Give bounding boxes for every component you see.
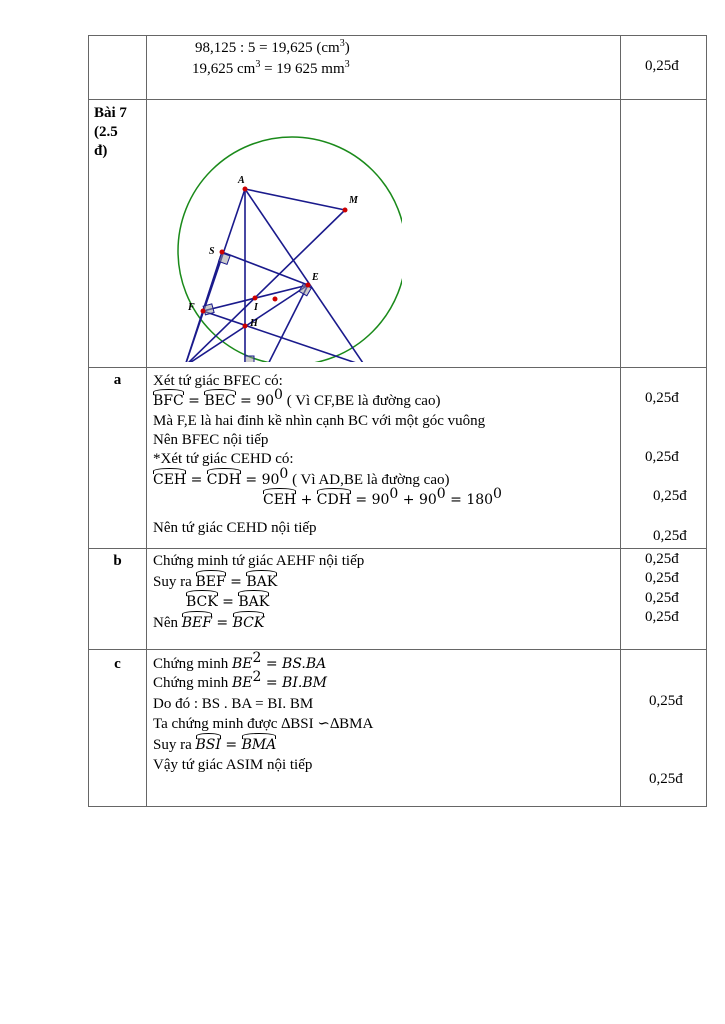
point-label-M: M [349, 195, 358, 206]
a-line-7: CEH + CDH = $90^0 + 90^0 = 180^0$ [263, 486, 502, 508]
point-label-E: E [312, 272, 319, 283]
row-part-a [88, 368, 707, 549]
score: 0,25đ [645, 609, 679, 625]
score: 0,25đ [649, 771, 683, 787]
b-line-1: Chứng minh tứ giác AEHF nội tiếp [153, 553, 365, 569]
part-label-c: c [114, 656, 121, 672]
c-line-6: Vậy tứ giác ASIM nội tiếp [153, 757, 313, 773]
row-part-b [88, 549, 707, 650]
a-line-1: Xét tứ giác BFEC có: [153, 373, 283, 389]
problem-label: Bài 7 [94, 105, 127, 121]
row-part-c [88, 650, 707, 807]
a-line-8: Nên tứ giác CEHD nội tiếp [153, 520, 317, 536]
c-line-5: Suy ra BSI = BMA [153, 737, 277, 753]
c-line-3: Do đó : BS . BA = BI. BM [153, 696, 314, 712]
a-line-6: CEH = CDH = $90^0$ ( Vì AD,BE là đường cao) [153, 466, 450, 488]
volume-line-1: 98,125 : 5 = 19,625 $(cm^3)$ [195, 38, 350, 56]
score: 0,25đ [649, 693, 683, 709]
part-label-a: a [113, 372, 122, 388]
volume-line-2: 19,625 $cm^3 = 19$ 625 $mm^3$ [192, 59, 350, 77]
point-label-I: I [254, 302, 258, 313]
a-line-3: Mà F,E là hai đỉnh kề nhìn cạnh BC với một góc vuông [153, 413, 486, 429]
a-line-5: *Xét tứ giác CEHD có: [153, 451, 294, 467]
score: 0,25đ [645, 390, 679, 406]
score: 0,25đ [645, 58, 679, 74]
point-label-S: S [209, 246, 215, 257]
answer-table [88, 35, 707, 807]
row-figure [88, 100, 707, 368]
point-label-F: F [188, 302, 195, 313]
a-line-4: Nên BFEC nội tiếp [153, 432, 269, 448]
row-volume [88, 35, 707, 100]
c-line-1: Chứng minh $BE^2 = BS.BA$ [153, 650, 327, 672]
geometry-figure [152, 102, 402, 362]
score: 0,25đ [645, 449, 679, 465]
c-line-2: Chứng minh $BE^2 = BI.BM$ [153, 669, 327, 691]
problem-points: (2.5 [94, 124, 118, 140]
a-line-2: BFC = BEC = $90^0$ ( Vì CF,BE là đường cao) [153, 387, 441, 409]
score: 0,25đ [653, 488, 687, 504]
c-line-4: Ta chứng minh được ∆BSI ∽∆BMA [153, 716, 374, 732]
b-line-3: BCK = BAK [186, 594, 270, 610]
point-label-A: A [238, 175, 245, 186]
b-line-2: Suy ra BEF = BAK [153, 574, 278, 590]
problem-points-unit: đ) [94, 143, 108, 159]
score: 0,25đ [645, 551, 679, 567]
score: 0,25đ [645, 570, 679, 586]
b-line-4: Nên BEF = BCK [153, 615, 265, 631]
part-label-b: b [113, 553, 122, 569]
score: 0,25đ [653, 528, 687, 544]
point-label-H: H [250, 318, 258, 329]
score: 0,25đ [645, 590, 679, 606]
